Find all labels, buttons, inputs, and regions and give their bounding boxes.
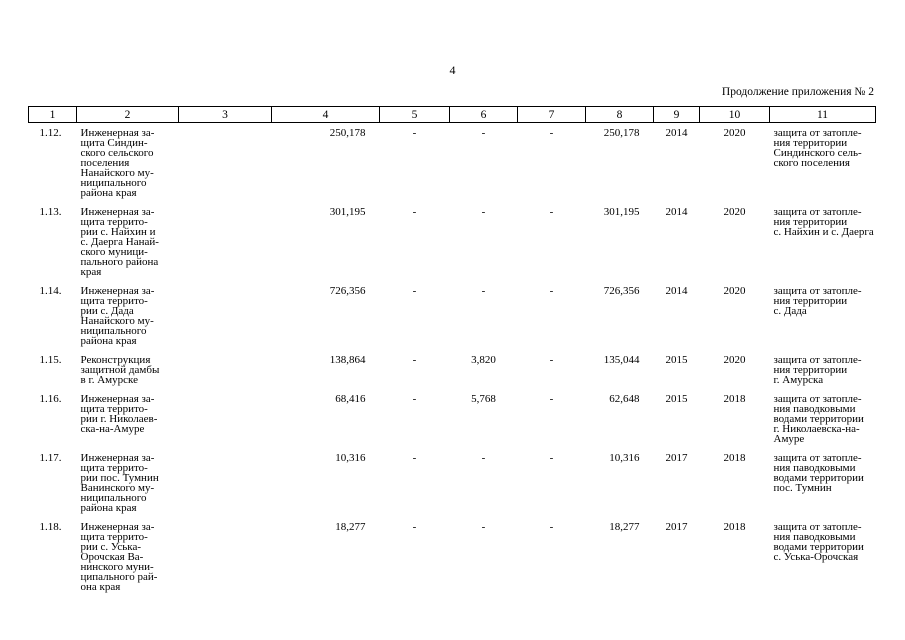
col8-value: 10,316 [609,452,640,464]
measure-name-line: края [80,266,102,278]
total-value: 138,864 [329,354,366,366]
measure-name [77,350,179,389]
measure-name [77,389,179,448]
col-header: 4 [272,107,380,123]
total-value: 301,195 [329,206,366,218]
measure-name-line: Инженерная за- [80,452,155,464]
start-year: 2015 [665,393,688,405]
col-header: 10 [700,107,770,123]
col6-value: 5,768 [471,393,496,405]
purpose-line: г. Николаевска-на- [773,423,860,435]
measure-name-line: района края [80,187,137,199]
purpose-line: Синдинского сель- [773,147,862,159]
purpose [770,350,876,389]
col5-value: - [412,393,417,405]
purpose-line: с. Найхин и с. Даерга [773,226,874,238]
col5-value: - [412,521,417,533]
measure-name [77,202,179,281]
col-header: 7 [518,107,586,123]
measure-name-line: Инженерная за- [80,127,155,139]
table-row [29,281,876,350]
measure-name-line: ска-на-Амуре [80,423,145,435]
measure-name-line: щита террито- [80,216,148,228]
measure-name-line: Ванинского му- [80,482,155,494]
total-value: 250,178 [329,127,366,139]
col6-value: - [481,206,486,218]
purpose-line: пос. Тумнин [773,482,832,494]
table-row [29,123,876,203]
measure-name-line: рии с. Уська- [80,541,141,553]
measure-name-line: ского муници- [80,246,148,258]
purpose [770,389,876,448]
measure-name [77,281,179,350]
purpose-line: ния паводковыми [773,531,856,543]
start-year: 2017 [665,452,688,464]
col5-value: - [412,206,417,218]
measure-name-line: ниципального [80,177,147,189]
measure-name [77,517,179,596]
measure-name [77,448,179,517]
col-header: 1 [29,107,77,123]
row-number: 1.12. [39,127,62,139]
measure-name-line: Нанайского му- [80,167,154,179]
col7-value: - [549,285,554,297]
purpose [770,517,876,596]
header-row [29,107,876,123]
purpose-line: водами территории [773,472,864,484]
measure-name-line: щита террито- [80,403,148,415]
col8-value: 301,195 [603,206,640,218]
col5-value: - [412,354,417,366]
purpose-line: ния паводковыми [773,403,856,415]
measure-name-line: рии с. Найхин и [80,226,156,238]
purpose-line: ния паводковыми [773,462,856,474]
purpose-line: защита от затопле- [773,285,862,297]
purpose [770,202,876,281]
end-year: 2018 [723,452,746,464]
col7-value: - [549,354,554,366]
measure-name-line: рии г. Николаев- [80,413,158,425]
measure-name-line: ниципального [80,325,147,337]
end-year: 2018 [723,393,746,405]
appendix-table [28,106,876,596]
measure-name-line: щита террито- [80,295,148,307]
total-value: 18,277 [335,521,366,533]
start-year: 2015 [665,354,688,366]
start-year: 2014 [665,206,688,218]
col3-value [179,123,272,203]
measure-name-line: поселения [80,157,130,169]
col6-value: - [481,521,486,533]
col3-value [179,350,272,389]
col3-value [179,389,272,448]
continuation-label: Продолжение приложения № 2 [721,86,874,98]
total-value: 726,356 [329,285,366,297]
table-row [29,448,876,517]
purpose-line: защита от затопле- [773,127,862,139]
purpose-line: с. Дада [773,305,807,317]
col3-value [179,281,272,350]
row-number: 1.14. [39,285,62,297]
col3-value [179,517,272,596]
measure-name-line: района края [80,335,137,347]
row-number: 1.18. [39,521,62,533]
purpose-line: защита от затопле- [773,521,862,533]
measure-name-line: ниципального [80,492,147,504]
measure-name-line: ципального рай- [80,571,158,583]
col-header: 8 [586,107,654,123]
purpose-line: защита от затопле- [773,393,862,405]
col3-value [179,448,272,517]
measure-name-line: щита террито- [80,531,148,543]
measure-name-line: нинского муни- [80,561,154,573]
col7-value: - [549,127,554,139]
purpose-line: Амуре [773,433,805,445]
col5-value: - [412,452,417,464]
col6-value: 3,820 [471,354,496,366]
total-value: 68,416 [335,393,366,405]
purpose [770,281,876,350]
purpose-line: с. Уська-Орочская [773,551,859,563]
col5-value: - [412,127,417,139]
table-row [29,517,876,596]
col8-value: 726,356 [603,285,640,297]
col8-value: 250,178 [603,127,640,139]
page-number: 4 [449,63,456,77]
measure-name-line: Инженерная за- [80,206,155,218]
table-row [29,389,876,448]
col7-value: - [549,206,554,218]
measure-name-line: Инженерная за- [80,521,155,533]
end-year: 2020 [723,354,746,366]
total-value: 10,316 [335,452,366,464]
measure-name-line: рии пос. Тумнин [80,472,159,484]
row-number: 1.17. [39,452,62,464]
col8-value: 18,277 [609,521,640,533]
col6-value: - [481,127,486,139]
purpose-line: защита от затопле- [773,452,862,464]
col-header: 11 [770,107,876,123]
col-header: 9 [654,107,700,123]
measure-name-line: щита Синдин- [80,137,148,149]
measure-name-line: рии с. Дада [80,305,134,317]
measure-name-line: Орочская Ва- [80,551,144,563]
purpose-line: водами территории [773,413,864,425]
purpose [770,123,876,203]
purpose-line: ния территории [773,364,848,376]
measure-name [77,123,179,203]
col3-value [179,202,272,281]
purpose-line: ния территории [773,295,848,307]
end-year: 2020 [723,127,746,139]
col8-value: 135,044 [603,354,640,366]
col7-value: - [549,393,554,405]
measure-name-line: района края [80,502,137,514]
measure-name-line: Инженерная за- [80,393,155,405]
end-year: 2020 [723,206,746,218]
table-row [29,350,876,389]
measure-name-line: Инженерная за- [80,285,155,297]
measure-name-line: в г. Амурске [80,374,138,386]
purpose [770,448,876,517]
col-header: 2 [77,107,179,123]
end-year: 2018 [723,521,746,533]
start-year: 2014 [665,127,688,139]
purpose-line: защита от затопле- [773,354,862,366]
purpose-line: ского поселения [773,157,850,169]
col7-value: - [549,452,554,464]
start-year: 2017 [665,521,688,533]
table-row [29,202,876,281]
col7-value: - [549,521,554,533]
col-header: 5 [380,107,450,123]
col5-value: - [412,285,417,297]
row-number: 1.15. [39,354,62,366]
col6-value: - [481,285,486,297]
measure-name-line: Нанайского му- [80,315,154,327]
start-year: 2014 [665,285,688,297]
row-number: 1.13. [39,206,62,218]
purpose-line: защита от затопле- [773,206,862,218]
purpose-line: ния территории [773,216,848,228]
measure-name-line: с. Даерга Нанай- [80,236,159,248]
col-header: 3 [179,107,272,123]
measure-name-line: она края [80,581,121,593]
purpose-line: г. Амурска [773,374,824,386]
col6-value: - [481,452,486,464]
measure-name-line: Реконструкция [80,354,151,366]
measure-name-line: щита террито- [80,462,148,474]
row-number: 1.16. [39,393,62,405]
measure-name-line: ского сельского [80,147,154,159]
purpose-line: водами территории [773,541,864,553]
end-year: 2020 [723,285,746,297]
purpose-line: ния территории [773,137,848,149]
col8-value: 62,648 [609,393,640,405]
col-header: 6 [450,107,518,123]
measure-name-line: защитной дамбы [80,364,160,376]
measure-name-line: пального района [80,256,159,268]
